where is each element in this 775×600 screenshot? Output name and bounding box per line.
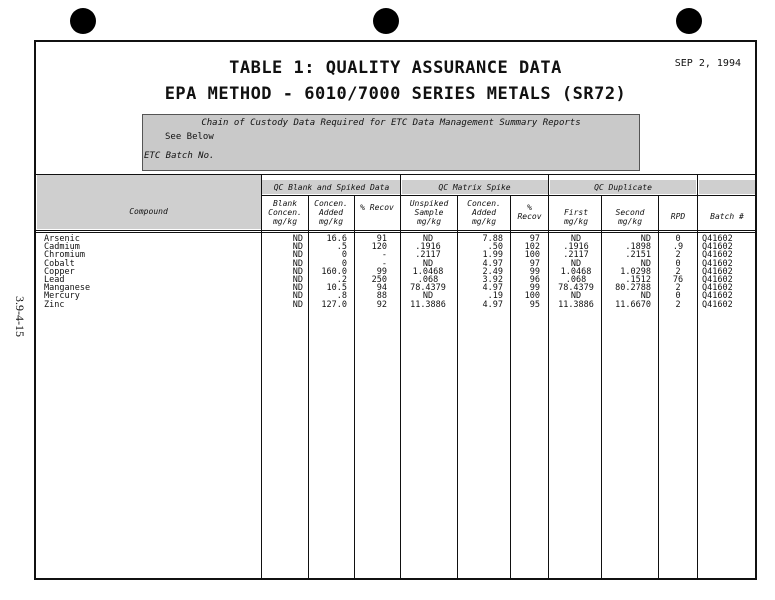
ms-recov-value: 99 [529, 266, 540, 277]
rpd-value: 0 [675, 234, 681, 244]
duplicate-second-value: 1.0298 [620, 266, 651, 277]
compound-name: Lead [44, 274, 65, 285]
duplicate-first-value: .068 [565, 274, 587, 285]
recov-value: 99 [376, 266, 387, 277]
compound-name: Cobalt [44, 258, 75, 269]
blank-concen-value: ND [292, 299, 303, 310]
blank-concen-value: ND [292, 274, 303, 285]
column-ms_recov [513, 235, 540, 309]
ms-concen-added-value: 4.97 [482, 283, 503, 294]
header-unspiked-sample: Unspiked Sample mg/kg [409, 199, 449, 226]
unspiked-sample-value: ND [422, 234, 434, 244]
recov-value: 94 [376, 283, 387, 294]
concen-added-value: 0 [341, 258, 347, 269]
column-first [552, 235, 600, 309]
column-batch [702, 235, 752, 309]
column-blank [265, 235, 303, 309]
rpd-value: .9 [672, 242, 684, 253]
rpd-value: 2 [675, 299, 681, 310]
duplicate-second-value: .1512 [625, 274, 651, 285]
recov-value: 120 [371, 242, 387, 253]
group-qc-matrix-spike: QC Matrix Spike [438, 183, 511, 192]
compound-name: Cadmium [44, 242, 80, 253]
ms-recov-value: 97 [529, 234, 540, 244]
concen-added-value: .2 [336, 274, 347, 285]
concen-added-value: .8 [336, 291, 347, 302]
column-rpd [660, 235, 696, 309]
header-batch: Batch # [710, 212, 744, 221]
concen-added-value: 10.5 [326, 283, 347, 294]
header-second: Second mg/kg [615, 208, 645, 226]
blank-concen-value: ND [292, 250, 303, 261]
recov-value: 88 [376, 291, 387, 302]
blank-concen-value: ND [292, 266, 303, 277]
header-ms-concen-added: Concen. Added mg/kg [467, 199, 501, 226]
punch-hole-right [676, 8, 702, 34]
compound-name: Arsenic [44, 234, 80, 244]
chain-of-custody-box [142, 114, 640, 171]
unspiked-sample-value: ND [422, 258, 434, 269]
header-ms-recov: % Recov [517, 203, 542, 221]
report-date: SEP 2, 1994 [674, 58, 741, 69]
etc-batch-label: ETC Batch No. [144, 151, 215, 161]
blank-concen-value: ND [292, 258, 303, 269]
column-compound [44, 235, 194, 309]
see-below-text: See Below [165, 132, 214, 142]
unspiked-sample-value: .068 [417, 274, 439, 285]
concen-added-value: 16.6 [326, 234, 347, 244]
duplicate-second-value: ND [640, 234, 651, 244]
ms-recov-value: 97 [529, 258, 540, 269]
side-page-code: 3.9-4-15 [13, 296, 27, 337]
compound-name: Chromium [44, 250, 85, 261]
batch-number-value: Q41602 [702, 234, 733, 244]
duplicate-first-value: .1916 [563, 242, 589, 253]
ms-recov-value: 96 [529, 274, 540, 285]
duplicate-first-value: 11.3886 [558, 299, 594, 310]
duplicate-second-value: 80.2788 [615, 283, 651, 294]
header-blank-concen: Blank Concen. mg/kg [268, 199, 302, 226]
blank-concen-value: ND [292, 234, 303, 244]
ms-recov-value: 100 [524, 250, 540, 261]
rpd-value: 2 [675, 250, 681, 261]
ms-recov-value: 102 [524, 242, 540, 253]
ms-concen-added-value: .50 [487, 242, 503, 253]
chain-of-custody-heading: Chain of Custody Data Required for ETC Data Management Summary Reports [201, 118, 581, 128]
duplicate-first-value: ND [570, 291, 582, 302]
rpd-value: 0 [675, 291, 681, 302]
compound-name: Manganese [44, 283, 91, 294]
batch-number-value: Q41602 [702, 291, 733, 302]
ms-concen-added-value: 7.88 [482, 234, 503, 244]
header-compound: Compound [129, 207, 168, 216]
recov-value: 92 [376, 299, 387, 310]
recov-value: 250 [371, 274, 387, 285]
ms-concen-added-value: 4.97 [482, 258, 503, 269]
concen-added-value: 160.0 [321, 266, 347, 277]
blank-concen-value: ND [292, 283, 303, 294]
unspiked-sample-value: 1.0468 [412, 266, 444, 277]
qa-data-table [36, 174, 755, 578]
unspiked-sample-value: ND [422, 291, 434, 302]
batch-number-value: Q41602 [702, 283, 733, 294]
batch-number-value: Q41602 [702, 299, 733, 310]
compound-name: Copper [44, 266, 75, 277]
duplicate-first-value: ND [570, 234, 582, 244]
header-concen-added: Concen. Added mg/kg [314, 199, 348, 226]
concen-added-value: .5 [336, 242, 347, 253]
duplicate-first-value: ND [570, 258, 582, 269]
rpd-value: 2 [675, 283, 681, 294]
table-subtitle: EPA METHOD - 6010/7000 SERIES METALS (SR72) [164, 84, 627, 104]
duplicate-second-value: 11.6670 [615, 299, 651, 310]
compound-name: Mercury [44, 291, 80, 302]
rpd-value: 2 [675, 266, 681, 277]
header-rpd: RPD [670, 212, 686, 221]
ms-concen-added-value: 2.49 [482, 266, 503, 277]
batch-number-value: Q41602 [702, 250, 733, 261]
column-recov [357, 235, 387, 309]
punch-hole-left [70, 8, 96, 34]
group-qc-blank-spiked: QC Blank and Spiked Data [273, 183, 390, 192]
unspiked-sample-value: 78.4379 [410, 283, 446, 294]
column-added [311, 235, 347, 309]
ms-recov-value: 95 [529, 299, 540, 310]
document-sheet [34, 40, 757, 580]
concen-added-value: 127.0 [321, 299, 347, 310]
ms-concen-added-value: 3.92 [482, 274, 503, 285]
ms-concen-added-value: 1.99 [482, 250, 503, 261]
duplicate-first-value: 78.4379 [558, 283, 594, 294]
recov-value: - [381, 250, 387, 261]
unspiked-sample-value: 11.3886 [410, 299, 446, 310]
table-title: TABLE 1: QUALITY ASSURANCE DATA [229, 58, 562, 78]
duplicate-second-value: .2151 [625, 250, 651, 261]
header-recov: % Recov [360, 203, 394, 212]
concen-added-value: 0 [341, 250, 347, 261]
duplicate-second-value: .1898 [625, 242, 651, 253]
group-qc-duplicate: QC Duplicate [594, 183, 652, 192]
column-ms_added [461, 235, 503, 309]
duplicate-second-value: ND [640, 291, 651, 302]
unspiked-sample-value: .1916 [415, 242, 441, 253]
column-second [605, 235, 651, 309]
unspiked-sample-value: .2117 [415, 250, 441, 261]
ms-concen-added-value: 4.97 [482, 299, 503, 310]
rpd-value: 0 [675, 258, 681, 269]
punch-hole-center [373, 8, 399, 34]
blank-concen-value: ND [292, 291, 303, 302]
recov-value: - [381, 258, 387, 269]
rpd-value: 76 [672, 274, 684, 285]
header-first: First mg/kg [563, 208, 589, 226]
ms-recov-value: 100 [524, 291, 540, 302]
column-unspiked [404, 235, 452, 309]
duplicate-first-value: .2117 [563, 250, 589, 261]
batch-number-value: Q41602 [702, 274, 733, 285]
ms-concen-added-value: .19 [487, 291, 503, 302]
compound-name: Zinc [44, 299, 65, 310]
duplicate-first-value: 1.0468 [560, 266, 592, 277]
ms-recov-value: 99 [529, 283, 540, 294]
batch-number-value: Q41602 [702, 258, 733, 269]
duplicate-second-value: ND [640, 258, 651, 269]
batch-number-value: Q41602 [702, 242, 733, 253]
blank-concen-value: ND [292, 242, 303, 253]
batch-number-value: Q41602 [702, 266, 733, 277]
recov-value: 91 [376, 234, 387, 244]
